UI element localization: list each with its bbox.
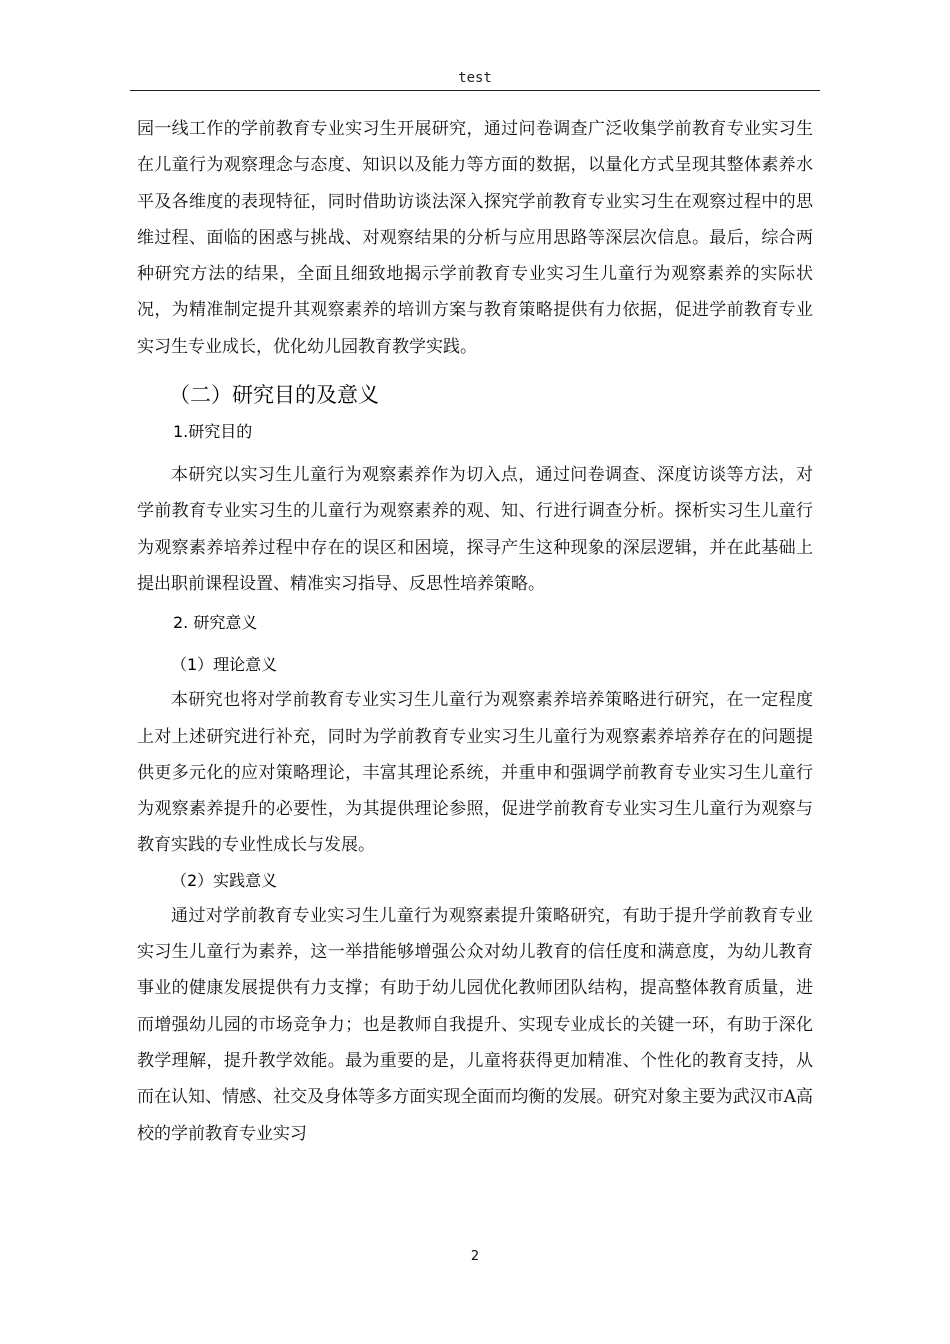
- page-header: test: [458, 70, 492, 86]
- page-number: 2: [470, 1249, 480, 1264]
- theory-heading: （1）理论意义: [171, 655, 278, 675]
- practice-paragraph: 通过对学前教育专业实习生儿童行为观察素提升策略研究，有助于提升学前教育专业实习生儿童行为素养，这一举措能够增强公众对幼儿教育的信任度和满意度，为幼儿教育事业的健康发展提供有力支撑；有助于幼儿园优化教师团队结构，提高整体教育质量，进而增强幼儿园的市场竞争力；也是教师自我提升、实现专业成长的关键一环，有助于深化教学理解，提升教学效能。最为重要的是，儿童将获得更加精准、个性化的教育支持，从而在认知、情感、社交及身体等多方面实现全面而均衡的发展。研究对象主要为武汉市A高校的学前教育专业实习: [137, 905, 813, 1144]
- theory-paragraph: 本研究也将对学前教育专业实习生儿童行为观察素养培养策略进行研究，在一定程度上对上述研究进行补充，同时为学前教育专业实习生儿童行为观察素养培养存在的问题提供更多元化的应对策略理论，丰富其理论系统，并重申和强调学前教育专业实习生儿童行为观察素养提升的必要性，为其提供理论参照，促进学前教育专业实习生儿童行为观察与教育实践的专业性成长与发展。: [137, 690, 813, 856]
- practice-heading: （2）实践意义: [171, 870, 278, 890]
- purpose-paragraph: 本研究以实习生儿童行为观察素养作为切入点，通过问卷调查、深度访谈等方法，对学前教育专业实习生的儿童行为观察素养的观、知、行进行调查分析。探析实习生儿童行为观察素养培养过程中存在的误区和困境，探寻产生这种现象的深层逻辑，并在此基础上提出职前课程设置、精准实习指导、反思性培养策略。: [137, 465, 813, 594]
- purpose-heading: 1.研究目的: [173, 422, 253, 442]
- section-title: （二）研究目的及意义: [169, 383, 379, 408]
- header-divider: [130, 90, 820, 91]
- document-body: [137, 111, 813, 1152]
- intro-paragraph: 园一线工作的学前教育专业实习生开展研究，通过问卷调查广泛收集学前教育专业实习生在儿童行为观察理念与态度、知识以及能力等方面的数据，以量化方式呈现其整体素养水平及各维度的表现特征，同时借助访谈法深入探究学前教育专业实习生在观察过程中的思维过程、面临的困惑与挑战、对观察结果的分析与应用思路等深层次信息。最后，综合两种研究方法的结果，全面且细致地揭示学前教育专业实习生儿童行为观察素养的实际状况，为精准制定提升其观察素养的培训方案与教育策略提供有力依据，促进学前教育专业实习生专业成长，优化幼儿园教育教学实践。: [137, 119, 813, 357]
- significance-heading: 2. 研究意义: [173, 613, 258, 633]
